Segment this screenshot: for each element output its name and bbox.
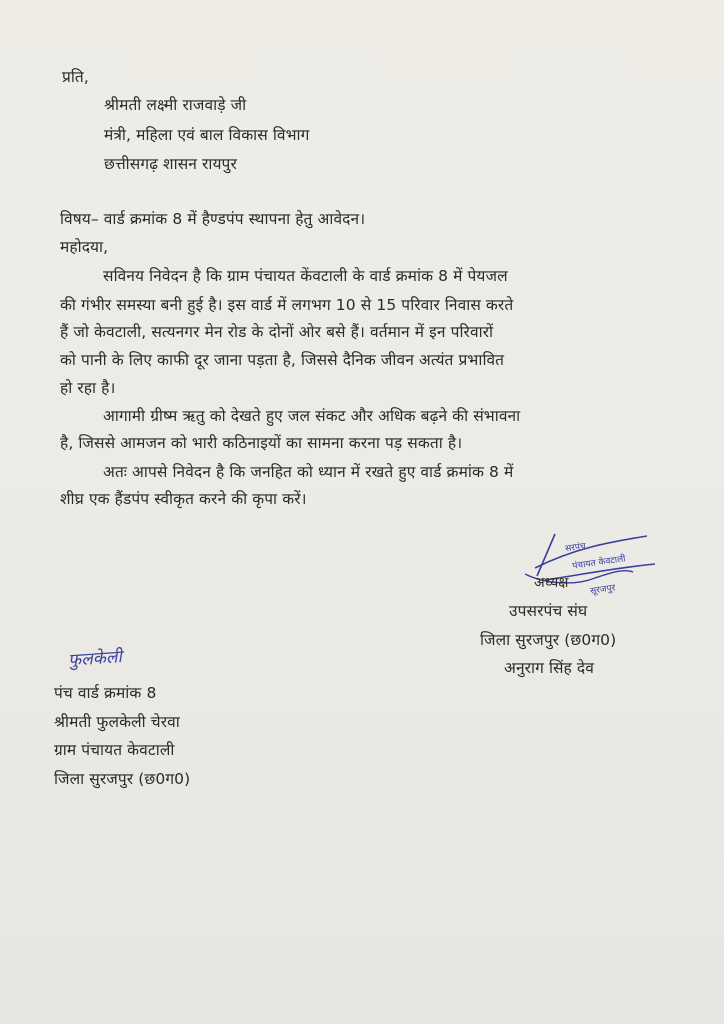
recipient-name: श्रीमती लक्ष्मी राजवाड़े जी [104,96,247,114]
para1-line5: हो रहा है। [60,379,116,397]
stamp-line-3: पंचायत केवटाली [571,554,627,572]
stamp-line-2: सरपंच [564,541,587,555]
para1-line1: सविनय निवेदन है कि ग्राम पंचायत केंवटाली के वार्ड क्रमांक 8 में पेयजल [103,267,508,285]
right-sig-district: जिला सुरजपुर (छ0ग0) [480,631,617,649]
subject-line: विषय– वार्ड क्रमांक 8 में हैण्डपंप स्थापना हेतु आवेदन। [60,210,366,228]
right-sig-name: अनुराग सिंह देव [504,659,594,677]
recipient-designation: मंत्री, महिला एवं बाल विकास विभाग [104,126,310,144]
salutation: महोदया, [60,238,109,256]
para3-line2: शीघ्र एक हैंडपंप स्वीकृत करने की कृपा करें। [60,490,307,508]
left-sig-title: पंच वार्ड क्रमांक 8 [54,684,157,702]
left-sig-panchayat: ग्राम पंचायत केवटाली [54,741,175,759]
left-sig-name: श्रीमती फुलकेली चेरवा [54,713,180,731]
stamp-line-4: सूरजपुर [589,583,617,597]
to-label: प्रति, [62,68,89,86]
para1-line2: की गंभीर समस्या बनी हुई है। इस वार्ड में लगभग 10 से 15 परिवार निवास करते [60,296,514,314]
para1-line4: को पानी के लिए काफी दूर जाना पड़ता है, जिससे दैनिक जीवन अत्यंत प्रभावित [60,351,505,369]
left-signature: फुलकेली [67,647,123,671]
para1-line3: हैं जो केवटाली, सत्यनगर मेन रोड के दोनों ओर बसे हैं। वर्तमान में इन परिवारों [60,323,494,341]
right-sig-title: अध्यक्ष [534,575,569,591]
para2-line2: है, जिससे आमजन को भारी कठिनाइयों का सामना करना पड़ सकता है। [60,434,463,452]
recipient-office: छत्तीसगढ़ शासन रायपुर [104,155,237,173]
left-sig-district: जिला सुरजपुर (छ0ग0) [54,770,191,788]
para2-line1: आगामी ग्रीष्म ऋतु को देखते हुए जल संकट और अधिक बढ़ने की संभावना [103,407,521,425]
para3-line1: अतः आपसे निवेदन है कि जनहित को ध्यान में रखते हुए वार्ड क्रमांक 8 में [103,463,514,481]
right-sig-org: उपसरपंच संघ [509,602,588,620]
